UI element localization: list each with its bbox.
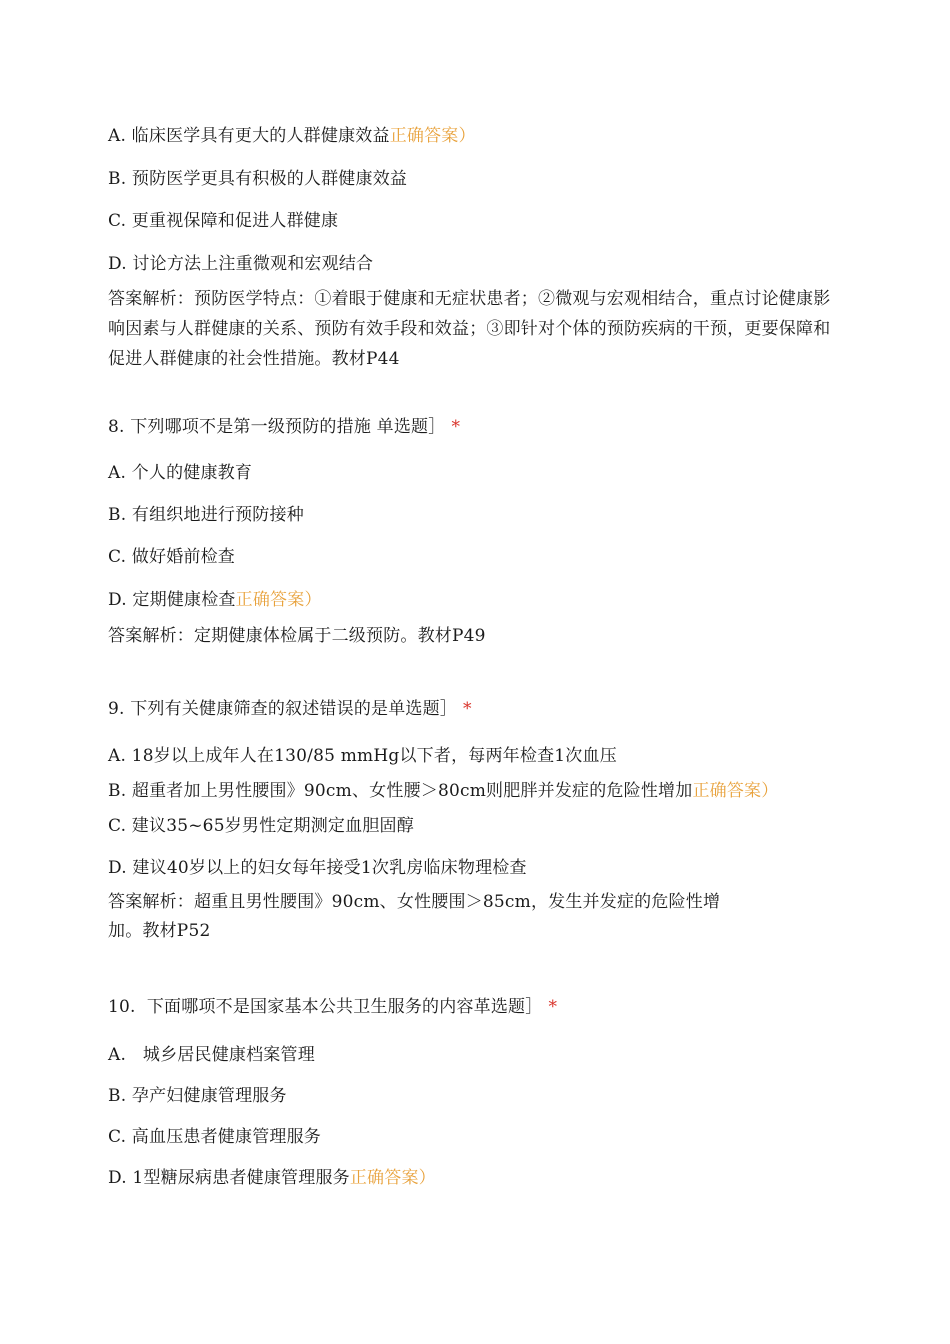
q8-option-a <box>108 462 252 484</box>
q7-option-c-text: C. 更重视保障和促进人群健康 <box>108 211 339 231</box>
q7-option-a <box>108 125 476 147</box>
correct-answer-tag: 正确答案） <box>349 1168 436 1188</box>
q10-option-c <box>108 1126 321 1148</box>
q7-option-a-text: A. 临床医学具有更大的人群健康效益 <box>108 126 390 146</box>
q9-question <box>108 698 472 720</box>
q10-question-text: 10. 下面哪项不是国家基本公共卫生服务的内容革选题］ <box>108 997 543 1017</box>
q10-question <box>108 996 557 1018</box>
q9-explanation-line-2: 加。教材P52 <box>108 921 211 941</box>
q10-option-d-text: D. 1型糖尿病患者健康管理服务 <box>108 1168 350 1188</box>
q10-option-a-text: A. 城乡居民健康档案管理 <box>108 1045 315 1065</box>
q8-option-b <box>108 504 304 526</box>
q9-option-c-text: C. 建议35~65岁男性定期测定血胆固醇 <box>108 816 414 836</box>
q7-option-b <box>108 168 407 190</box>
q8-option-d <box>108 589 322 611</box>
q7-option-b-text: B. 预防医学更具有积极的人群健康效益 <box>108 169 408 189</box>
q8-option-c-text: C. 做好婚前检查 <box>108 547 236 567</box>
q8-question <box>108 416 460 438</box>
q8-question-text: 8. 下列哪项不是第一级预防的措施 单选题］ <box>108 417 446 437</box>
required-star: * <box>463 699 472 719</box>
q9-option-a-text: A. 18岁以上成年人在130/85 mmHg以下者，每两年检查1次血压 <box>108 746 617 766</box>
q9-option-d <box>108 857 527 879</box>
required-star: * <box>548 997 558 1017</box>
q7-option-d <box>108 253 373 275</box>
q8-option-d-text: D. 定期健康检查 <box>108 590 236 610</box>
q10-option-a <box>108 1044 315 1066</box>
q9-option-a <box>108 745 617 767</box>
q8-option-c <box>108 546 235 568</box>
q9-explanation-line-1: 答案解析：超重且男性腰围》90cm、女性腰围＞85cm，发生并发症的危险性增 <box>108 892 721 912</box>
correct-answer-tag: 正确答案） <box>235 590 322 610</box>
q10-option-b <box>108 1085 287 1107</box>
q9-option-c <box>108 815 414 837</box>
q8-option-b-text: B. 有组织地进行预防接种 <box>108 505 304 525</box>
q7-explanation: 答案解析：预防医学特点：①着眼于健康和无症状患者；②微观与宏观相结合，重点讨论健康影响因素与人群健康的关系、预防有效手段和效益；③即针对个体的预防疾病的干预，更要保障和促进人群健康的社会性措施。教材P44 <box>108 289 831 369</box>
q9-option-b-text: B. 超重者加上男性腰围》90cm、女性腰＞80cm则肥胖并发症的危险性增加 <box>108 781 693 801</box>
correct-answer-tag: 正确答案） <box>692 781 779 801</box>
required-star: * <box>451 417 461 437</box>
q9-question-text: 9. 下列有关健康筛查的叙述错误的是单选题］ <box>108 699 458 719</box>
q10-option-c-text: C. 高血压患者健康管理服务 <box>108 1127 322 1147</box>
correct-answer-tag: 正确答案） <box>389 126 476 146</box>
q9-option-d-text: D. 建议40岁以上的妇女每年接受1次乳房临床物理检查 <box>108 858 527 878</box>
q10-option-b-text: B. 孕产妇健康管理服务 <box>108 1086 287 1106</box>
q7-option-c <box>108 210 338 232</box>
q9-option-b <box>108 780 778 802</box>
q8-option-a-text: A. 个人的健康教育 <box>108 463 253 483</box>
q10-option-d <box>108 1167 436 1189</box>
q7-option-d-text: D. 讨论方法上注重微观和宏观结合 <box>108 254 374 274</box>
q8-explanation: 答案解析：定期健康体检属于二级预防。教材P49 <box>108 626 486 646</box>
